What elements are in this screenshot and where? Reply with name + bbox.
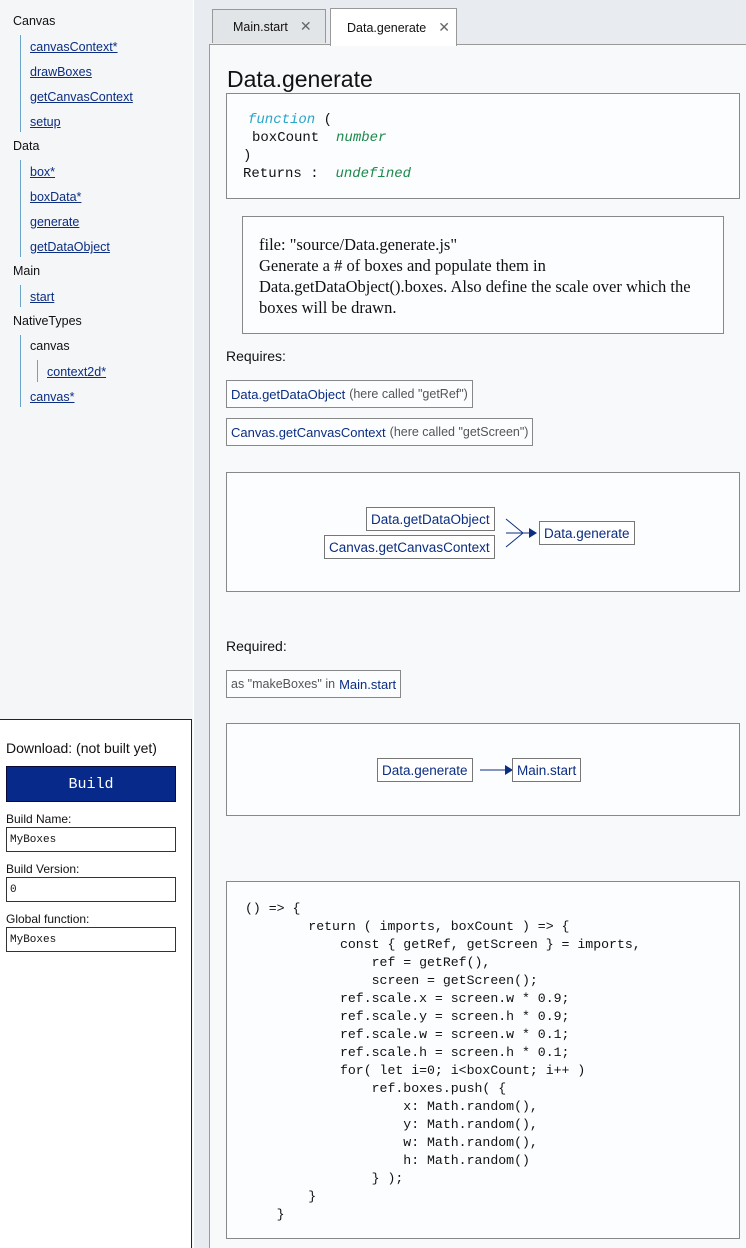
tree-item-start[interactable]: start — [30, 290, 55, 304]
tree-line — [20, 335, 21, 407]
tree-item-getcanvascontext[interactable]: getCanvasContext — [30, 90, 133, 104]
tab-main-start[interactable] — [212, 9, 326, 43]
tree-item-drawboxes[interactable]: drawBoxes — [30, 65, 92, 79]
graph-edges — [227, 473, 739, 591]
global-function-input[interactable] — [6, 927, 176, 952]
graph-edges — [227, 724, 739, 815]
tree-line — [20, 160, 21, 257]
description-box — [242, 216, 724, 334]
tab-label: Data.generate — [347, 20, 427, 35]
build-name-input[interactable] — [6, 827, 176, 852]
returns-label: Returns : — [243, 166, 319, 182]
graph-edge — [506, 533, 523, 547]
graph-node-target[interactable]: Main.start — [512, 758, 581, 782]
tree-item-getdataobject[interactable]: getDataObject — [30, 240, 110, 254]
tab-label: Main.start — [233, 19, 288, 34]
description-text: Generate a # of boxes and populate them in Data.getDataObject().boxes. Also define the scale over which the boxes will be drawn. — [259, 256, 691, 317]
graph-edge — [506, 519, 523, 533]
requires-link-getdataobject[interactable]: Data.getDataObject — [231, 386, 346, 402]
build-version-input[interactable] — [6, 877, 176, 902]
tab-data-generate[interactable] — [330, 8, 457, 46]
required-item — [226, 670, 401, 698]
build-panel — [0, 719, 192, 1248]
arrow-head-icon — [529, 528, 537, 538]
returns-type: undefined — [335, 166, 412, 182]
requires-label: Requires: — [226, 348, 286, 364]
close-icon[interactable]: ✕ — [438, 19, 450, 35]
requires-link-getcanvascontext[interactable]: Canvas.getCanvasContext — [231, 424, 386, 440]
tree-item-context2d[interactable]: context2d* — [47, 365, 107, 379]
requires-note: (here called "getRef") — [349, 387, 468, 401]
signature-open: ( — [323, 112, 333, 128]
sidebar — [0, 0, 193, 1248]
param-type: number — [336, 130, 387, 146]
required-prefix: as "makeBoxes" in — [231, 677, 336, 691]
page-title: Data.generate — [227, 66, 373, 92]
tree-group-main: Main — [13, 264, 41, 278]
tree-group-nativetypes: NativeTypes — [13, 314, 82, 328]
requires-graph — [226, 472, 740, 592]
close-icon[interactable]: ✕ — [299, 18, 312, 34]
graph-node-target[interactable]: Data.generate — [539, 521, 635, 545]
build-button[interactable]: Build — [6, 766, 176, 802]
tree-item-boxdata[interactable]: boxData* — [30, 190, 82, 204]
required-label: Required: — [226, 638, 287, 654]
tree-subgroup-canvas: canvas — [30, 339, 70, 353]
requires-item — [226, 380, 473, 408]
tree-item-canvas[interactable]: canvas* — [30, 390, 75, 404]
tree-item-generate[interactable]: generate — [30, 215, 80, 229]
tree-item-canvascontext[interactable]: canvasContext* — [30, 40, 118, 54]
code-box — [226, 881, 740, 1239]
source-code: () => { return ( imports, boxCount ) => { const { getRef, getScreen } = imports, ref = getRef(), screen = getScreen(); ref.scale.x = screen.w * 0.9; ref.scale.y = screen.h * 0.9; ref.scale.w = screen.w * 0.1; ref.scale.h = screen.h * 0.1; for( let i=0; i<boxCount; i++ ) ref.boxes.push( { x: Math.random(), y: Math.random(), w: Math.random(), h: Math.random() } ); } } — [245, 901, 641, 1222]
graph-node-source[interactable]: Canvas.getCanvasContext — [324, 535, 495, 559]
signature-box — [226, 93, 740, 199]
param-name: boxCount — [252, 130, 320, 146]
global-function-label: Global function: — [6, 912, 90, 926]
tree-group-canvas: Canvas — [13, 14, 56, 28]
tree-line — [37, 360, 38, 382]
signature-close: ) — [243, 148, 252, 164]
required-link-main-start[interactable]: Main.start — [339, 676, 397, 692]
main-area — [194, 0, 746, 1248]
tree-item-setup[interactable]: setup — [30, 115, 61, 129]
tree-group-data: Data — [13, 139, 40, 153]
content-panel — [209, 44, 746, 1248]
file-path: file: "source/Data.generate.js" — [259, 235, 458, 254]
tree-line — [20, 285, 21, 307]
graph-node-source[interactable]: Data.getDataObject — [366, 507, 495, 531]
tree-item-box[interactable]: box* — [30, 165, 56, 179]
requires-note: (here called "getScreen") — [389, 425, 529, 439]
signature-keyword: function — [248, 112, 316, 128]
build-version-label: Build Version: — [6, 862, 80, 876]
download-status: Download: (not built yet) — [6, 740, 157, 756]
requires-item — [226, 418, 533, 446]
required-graph — [226, 723, 740, 816]
build-name-label: Build Name: — [6, 812, 72, 826]
tree-line — [20, 35, 21, 132]
graph-node-source[interactable]: Data.generate — [377, 758, 473, 782]
